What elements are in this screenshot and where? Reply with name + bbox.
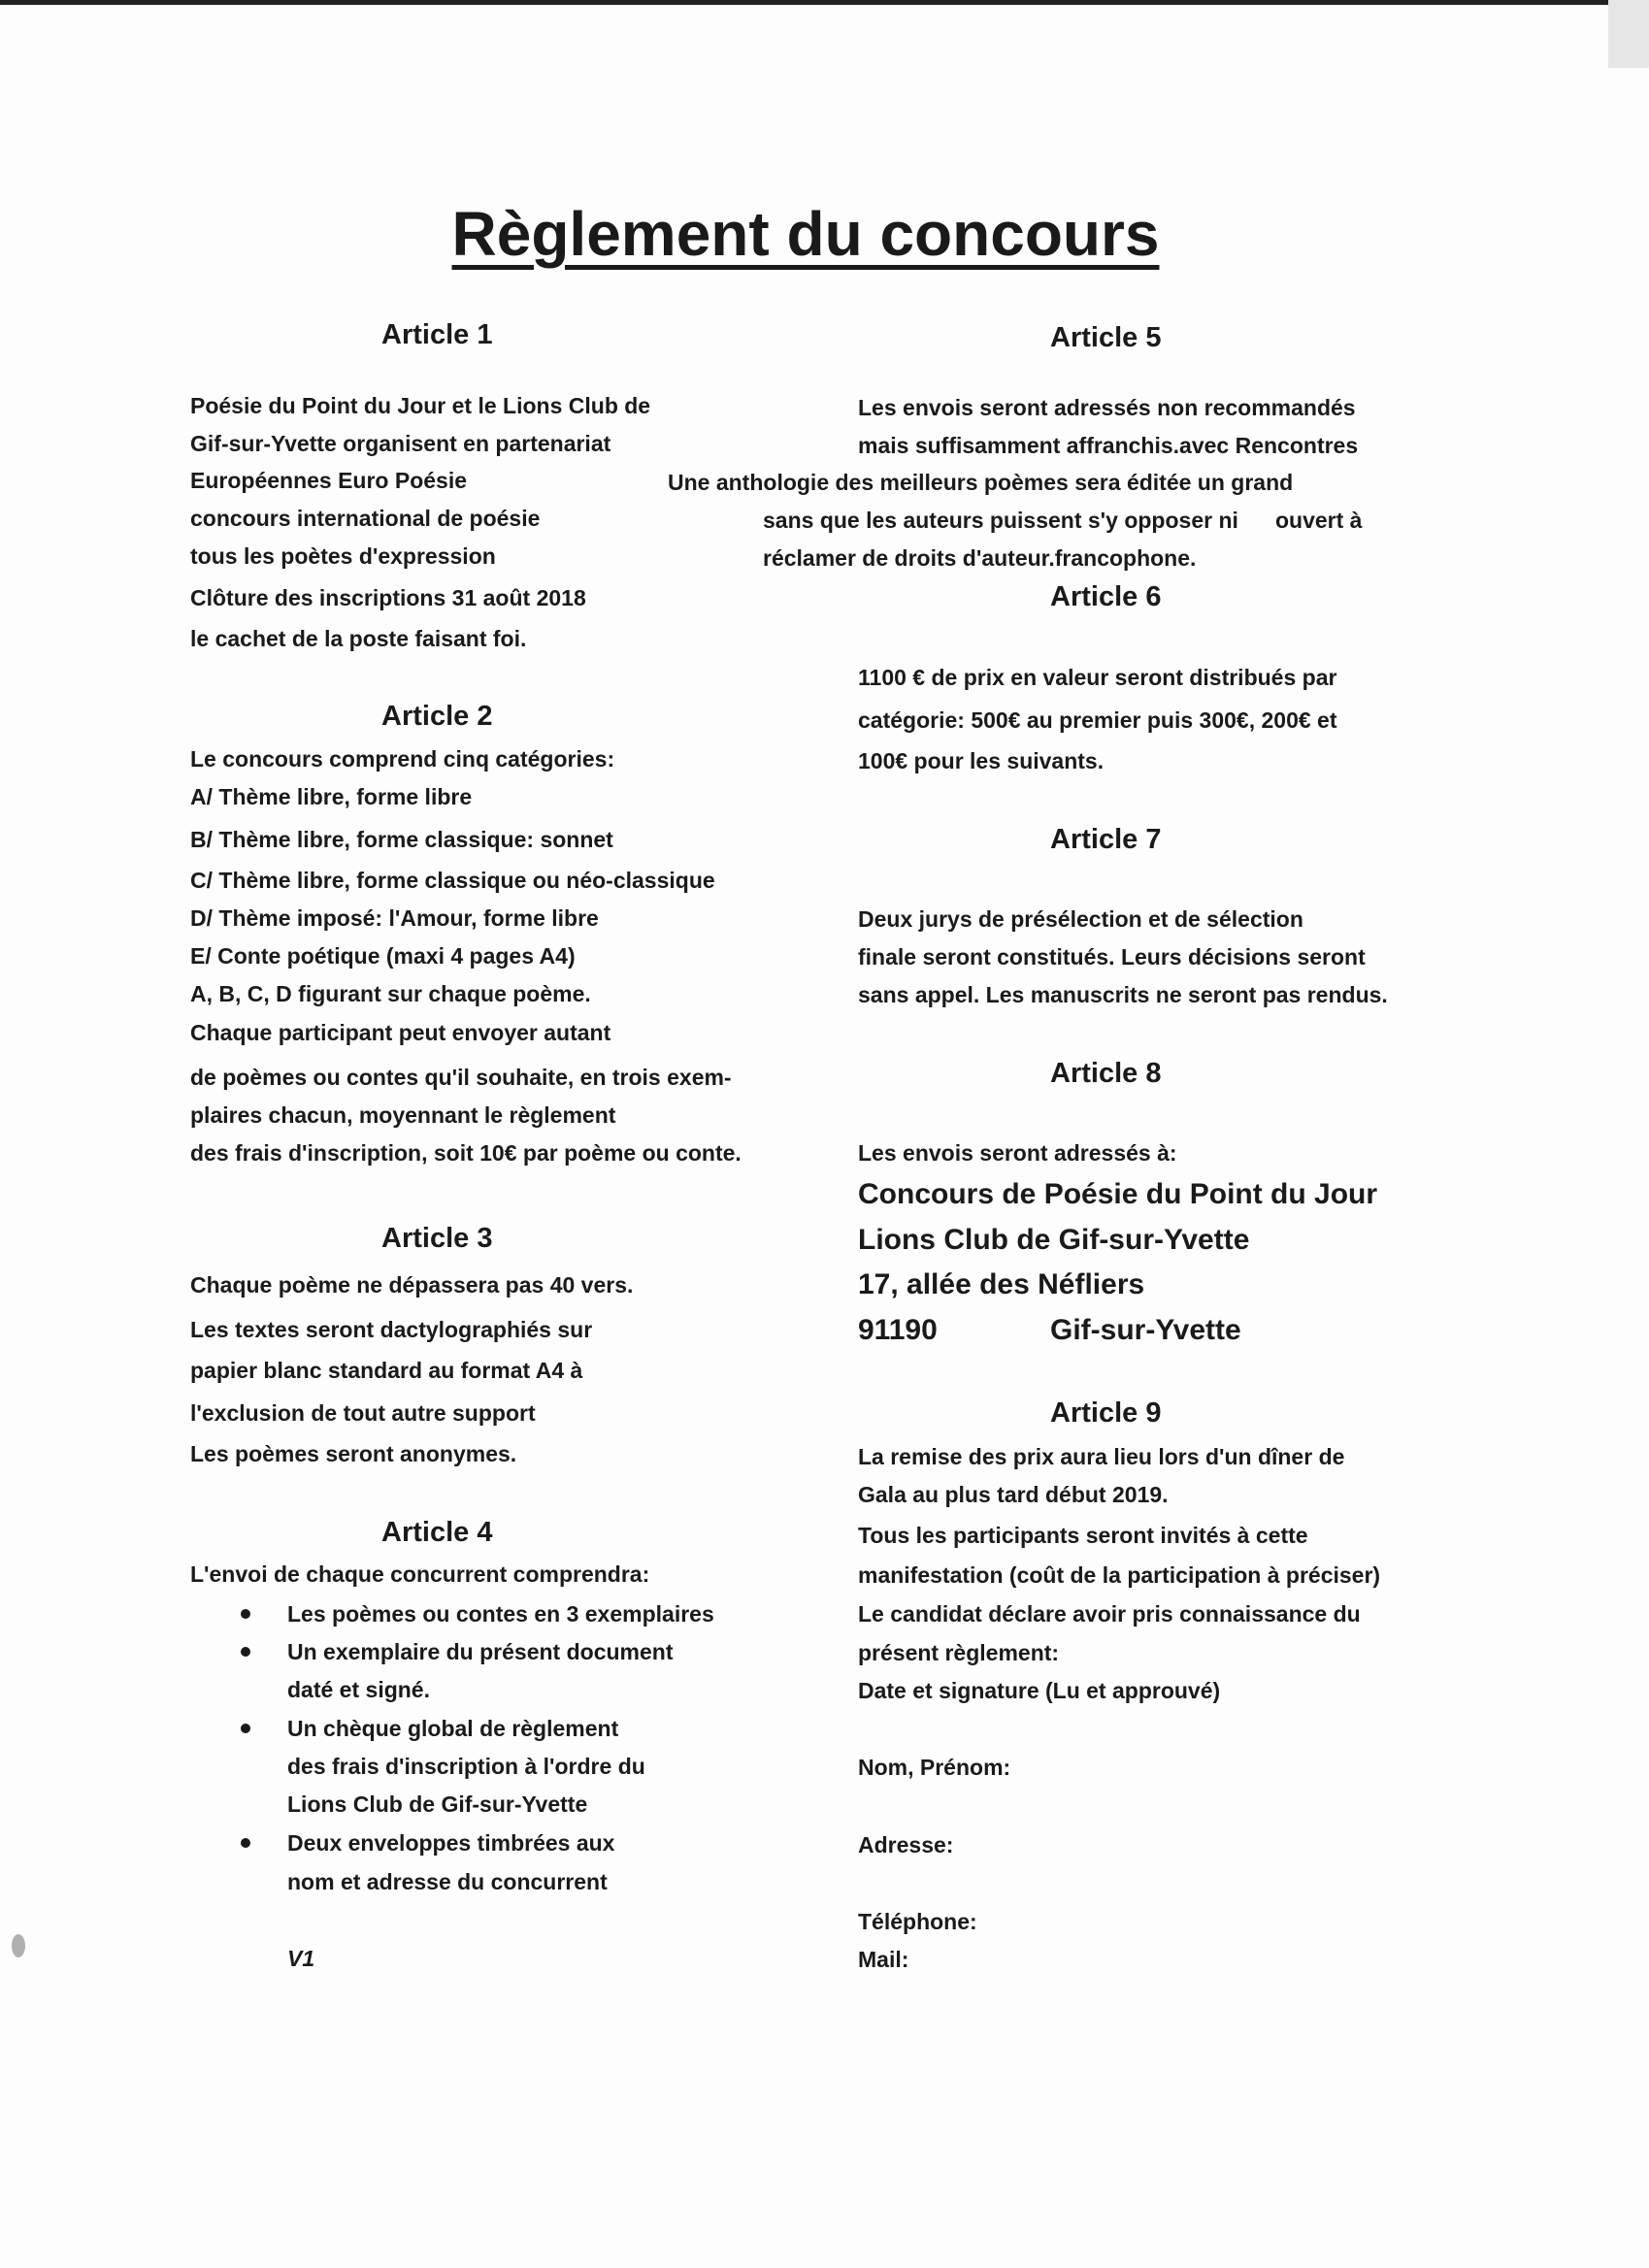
article-2-line: de poèmes ou contes qu'il souhaite, en trois exem-	[190, 1065, 732, 1090]
bullet-icon	[241, 1647, 250, 1657]
article-4-line: Deux enveloppes timbrées aux	[287, 1830, 615, 1856]
version-label: V1	[287, 1946, 315, 1971]
article-5-line: ouvert à	[1275, 508, 1363, 533]
bullet-icon	[241, 1724, 250, 1733]
article-3-line: Les textes seront dactylographiés sur	[190, 1317, 593, 1342]
article-5-line: Les envois seront adressés non recommandés	[858, 395, 1356, 420]
document-title	[0, 199, 1611, 269]
article-4-line: des frais d'inscription à l'ordre du	[287, 1754, 645, 1779]
article-9-line: présent règlement:	[858, 1640, 1060, 1665]
article-2-line: E/ Conte poétique (maxi 4 pages A4)	[190, 943, 576, 969]
form-name-label: Nom, Prénom:	[858, 1755, 1011, 1780]
form-mail-label: Mail:	[858, 1947, 909, 1972]
article-1-line: Clôture des inscriptions 31 août 2018	[190, 585, 586, 610]
article-5-line: Une anthologie des meilleurs poèmes sera éditée un grand	[668, 470, 1294, 495]
article-1-line: Poésie du Point du Jour et le Lions Club de	[190, 393, 651, 418]
article-5-line: réclamer de droits d'auteur.francophone.	[763, 545, 1197, 571]
article-4-line: Les poèmes ou contes en 3 exemplaires	[287, 1601, 714, 1627]
article-9-heading: Article 9	[1050, 1397, 1162, 1429]
article-9-line: Gala au plus tard début 2019.	[858, 1482, 1169, 1507]
article-1-line: Européennes Euro Poésie	[190, 468, 468, 493]
article-5-line: sans que les auteurs puissent s'y opposer ni	[763, 508, 1238, 533]
article-2-heading: Article 2	[381, 701, 493, 732]
article-4-line: Un exemplaire du présent document	[287, 1639, 674, 1664]
article-1-line: le cachet de la poste faisant foi.	[190, 626, 527, 651]
article-8-heading: Article 8	[1050, 1058, 1162, 1089]
article-2-line: Le concours comprend cinq catégories:	[190, 746, 615, 772]
address-city: Gif-sur-Yvette	[1050, 1314, 1241, 1346]
article-8-intro: Les envois seront adressés à:	[858, 1140, 1177, 1166]
address-line: Lions Club de Gif-sur-Yvette	[858, 1224, 1250, 1256]
article-3-line: papier blanc standard au format A4 à	[190, 1358, 583, 1383]
article-2-line: des frais d'inscription, soit 10€ par poème ou conte.	[190, 1140, 742, 1166]
article-4-heading: Article 4	[381, 1517, 493, 1548]
document-title-text: Règlement du concours	[451, 199, 1160, 269]
article-6-line: catégorie: 500€ au premier puis 300€, 200€ et	[858, 707, 1337, 733]
article-4-line: Un chèque global de règlement	[287, 1716, 619, 1741]
article-2-line: C/ Thème libre, forme classique ou néo-classique	[190, 868, 715, 893]
form-address-label: Adresse:	[858, 1832, 954, 1857]
article-2-line: A, B, C, D figurant sur chaque poème.	[190, 981, 591, 1006]
article-2-line: D/ Thème imposé: l'Amour, forme libre	[190, 905, 599, 931]
article-7-heading: Article 7	[1050, 824, 1162, 855]
article-7-line: finale seront constitués. Leurs décisions seront	[858, 944, 1366, 970]
article-1-line: concours international de poésie	[190, 506, 541, 531]
article-9-line: Le candidat déclare avoir pris connaissance du	[858, 1601, 1361, 1627]
article-2-line: Chaque participant peut envoyer autant	[190, 1020, 611, 1045]
article-5-heading: Article 5	[1050, 322, 1162, 353]
address-line: Concours de Poésie du Point du Jour	[858, 1178, 1378, 1210]
article-3-line: Chaque poème ne dépassera pas 40 vers.	[190, 1272, 634, 1298]
form-phone-label: Téléphone:	[858, 1909, 977, 1934]
article-4-line: daté et signé.	[287, 1677, 430, 1702]
article-7-line: sans appel. Les manuscrits ne seront pas rendus.	[858, 982, 1388, 1007]
article-9-line: Tous les participants seront invités à cette	[858, 1523, 1308, 1548]
scan-smudge	[12, 1934, 25, 1957]
article-2-line: plaires chacun, moyennant le règlement	[190, 1102, 616, 1128]
article-1-heading: Article 1	[381, 319, 493, 350]
article-3-line: Les poèmes seront anonymes.	[190, 1441, 517, 1466]
article-2-line: A/ Thème libre, forme libre	[190, 784, 473, 809]
article-4-line: Lions Club de Gif-sur-Yvette	[287, 1791, 588, 1817]
article-2-line: B/ Thème libre, forme classique: sonnet	[190, 827, 613, 852]
article-9-line: La remise des prix aura lieu lors d'un dîner de	[858, 1444, 1345, 1469]
article-9-line: manifestation (coût de la participation à préciser)	[858, 1562, 1381, 1588]
article-6-heading: Article 6	[1050, 581, 1162, 612]
article-3-line: l'exclusion de tout autre support	[190, 1400, 536, 1426]
article-9-line: Date et signature (Lu et approuvé)	[858, 1678, 1221, 1703]
scan-top-border	[0, 0, 1649, 5]
article-1-line: Gif-sur-Yvette organisent en partenariat	[190, 431, 611, 456]
bullet-icon	[241, 1838, 250, 1848]
bullet-icon	[241, 1609, 250, 1619]
address-postcode: 91190	[858, 1314, 938, 1346]
article-7-line: Deux jurys de présélection et de sélection	[858, 906, 1303, 932]
article-4-line: nom et adresse du concurrent	[287, 1869, 608, 1894]
article-5-line: mais suffisamment affranchis.avec Rencontres	[858, 433, 1359, 458]
article-6-line: 100€ pour les suivants.	[858, 748, 1105, 773]
address-line: 17, allée des Néfliers	[858, 1268, 1145, 1300]
article-4-intro: L'envoi de chaque concurrent comprendra:	[190, 1561, 650, 1587]
article-3-heading: Article 3	[381, 1223, 493, 1254]
article-6-line: 1100 € de prix en valeur seront distribués par	[858, 665, 1337, 690]
article-1-line: tous les poètes d'expression	[190, 543, 496, 569]
scan-corner-shade	[1608, 0, 1649, 68]
